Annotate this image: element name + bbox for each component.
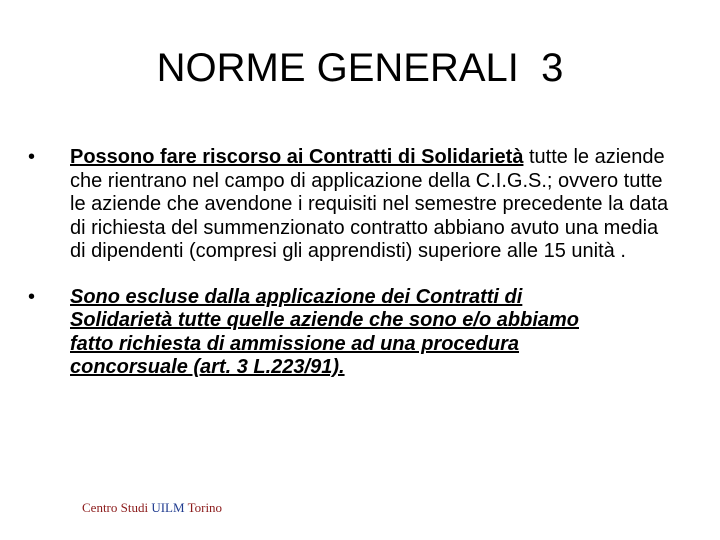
bullet-lead-text: Possono fare riscorso ai Contratti di Solidarietà (70, 146, 524, 168)
bullet-body-text: tutte le aziende che rientrano nel campo di applicazione della C.I.G.S.; ovvero tutte le aziende che avendone i requisiti nel semestre precedente la data di richiesta del summenzionato contratto abbiano avuto una media di dipendenti (compresi gli apprendisti) superiore alle 15 unità . (70, 146, 669, 262)
bullet-text (70, 146, 676, 264)
bullet-marker: • (28, 146, 36, 168)
bullet-item-eligibility (28, 146, 690, 264)
bullet-list (28, 146, 688, 380)
footer-credit (82, 500, 222, 516)
bullet-item-exclusion (28, 286, 690, 380)
slide-title: NORME GENERALI 3 (156, 46, 564, 90)
footer-text-accent: UILM (151, 500, 185, 515)
bullet-text: Sono escluse dalla applicazione dei Contratti di Solidarietà tutte quelle aziende che sono e/o abbiamo fatto richiesta di ammissione ad una procedura concorsuale (art. 3 L.223/91). (70, 285, 579, 378)
footer-text-post: Torino (184, 500, 223, 515)
footer-text-pre: Centro Studi (82, 500, 152, 515)
bullet-marker: • (28, 285, 36, 308)
